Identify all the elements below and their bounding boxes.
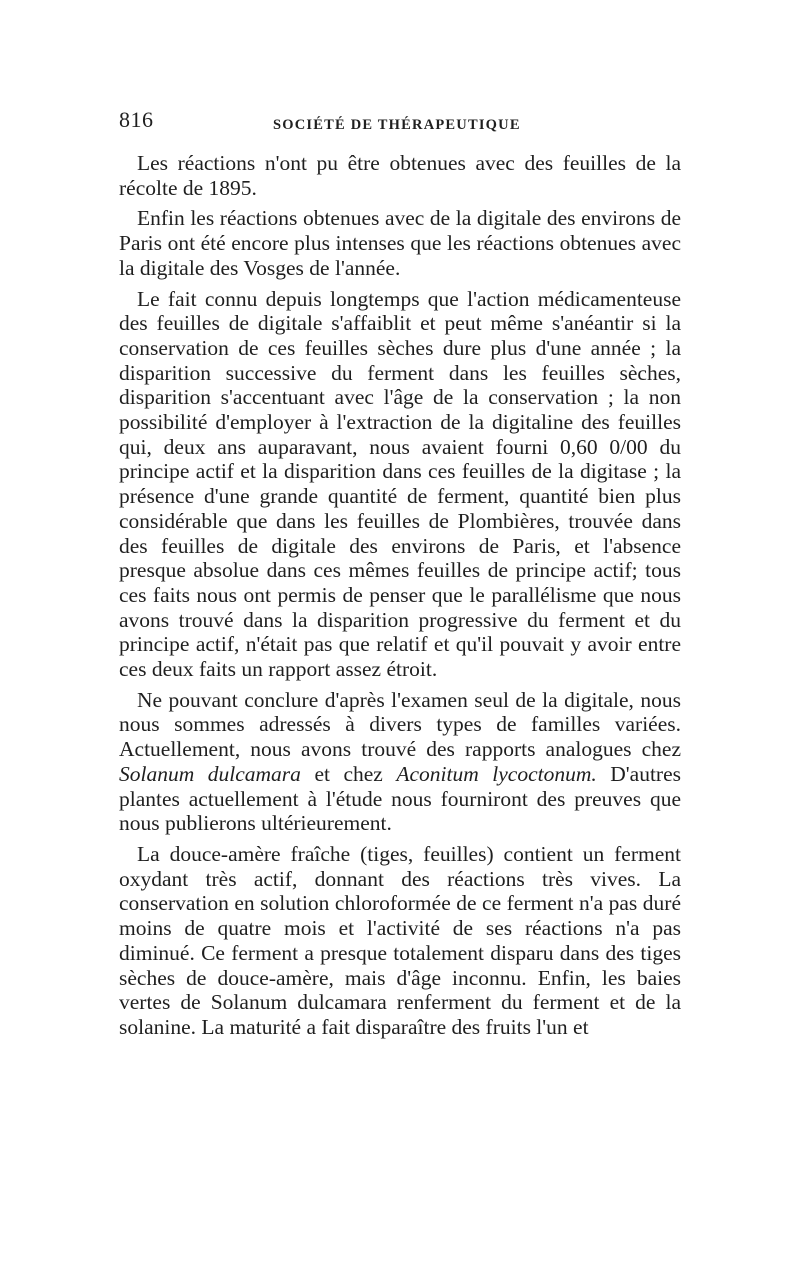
running-title: SOCIÉTÉ DE THÉRAPEUTIQUE (273, 117, 521, 133)
paragraph-4-text-3: D'autres plantes actuellement à l'étude nous fourniront des preuves que nous publierons ultérieurement. (119, 761, 682, 836)
paragraph-4-text-2: et chez (314, 761, 383, 786)
document-page (119, 108, 681, 1040)
species-name-aconitum: Aconitum lycoctonum. (396, 761, 597, 786)
body-text (119, 151, 681, 1040)
paragraph-2: Enfin les réactions obtenues avec de la digitale des environs de Paris ont été encore plus intenses que les réactions obtenues avec la digitale des Vosges de l'année. (119, 206, 681, 280)
page-number: 816 (119, 107, 154, 132)
page-header (119, 108, 681, 138)
paragraph-4 (119, 688, 681, 836)
paragraph-4-text-1: Ne pouvant conclure d'après l'examen seul de la digitale, nous nous sommes adressés à divers types de familles variées. Actuellement, nous avons trouvé des rapports analogues chez (119, 687, 681, 762)
paragraph-5: La douce-amère fraîche (tiges, feuilles) contient un ferment oxydant très actif, donnant des réactions très vives. La conservation en solution chloroformée de ce ferment n'a pas duré moins de quatre mois et l'activité de ses réactions n'a pas diminué. Ce ferment a presque totalement disparu dans des tiges sèches de douce-amère, mais d'âge inconnu. Enfin, les baies vertes de Solanum dulcamara renferment du ferment et de la solanine. La maturité a fait disparaître des fruits l'un et (119, 841, 681, 1039)
paragraph-3: Le fait connu depuis longtemps que l'action médicamenteuse des feuilles de digitale s'affaiblit et peut même s'anéantir si la conservation de ces feuilles sèches dure plus d'une année ; la disparition successive du ferment dans les feuilles sèches, disparition s'accentuant avec l'âge de la conservation ; la non possibilité d'employer à l'extraction de la digitaline des feuilles qui, deux ans auparavant, nous avaient fourni 0,60 0/00 du principe actif et la disparition dans ces feuilles de la digitase ; la présence d'une grande quantité de ferment, quantité bien plus considérable que dans les feuilles de Plombières, trouvée dans des feuilles de digitale des environs de Paris, et l'absence presque absolue dans ces mêmes feuilles de principe actif; tous ces faits nous ont permis de penser que le parallélisme que nous avons trouvé dans la disparition progressive du ferment et du principe actif, n'était pas que relatif et qu'il pouvait y avoir entre ces deux faits un rapport assez étroit. (119, 286, 681, 682)
species-name-solanum: Solanum dulcamara (119, 761, 301, 786)
paragraph-1: Les réactions n'ont pu être obtenues avec des feuilles de la récolte de 1895. (119, 151, 681, 200)
